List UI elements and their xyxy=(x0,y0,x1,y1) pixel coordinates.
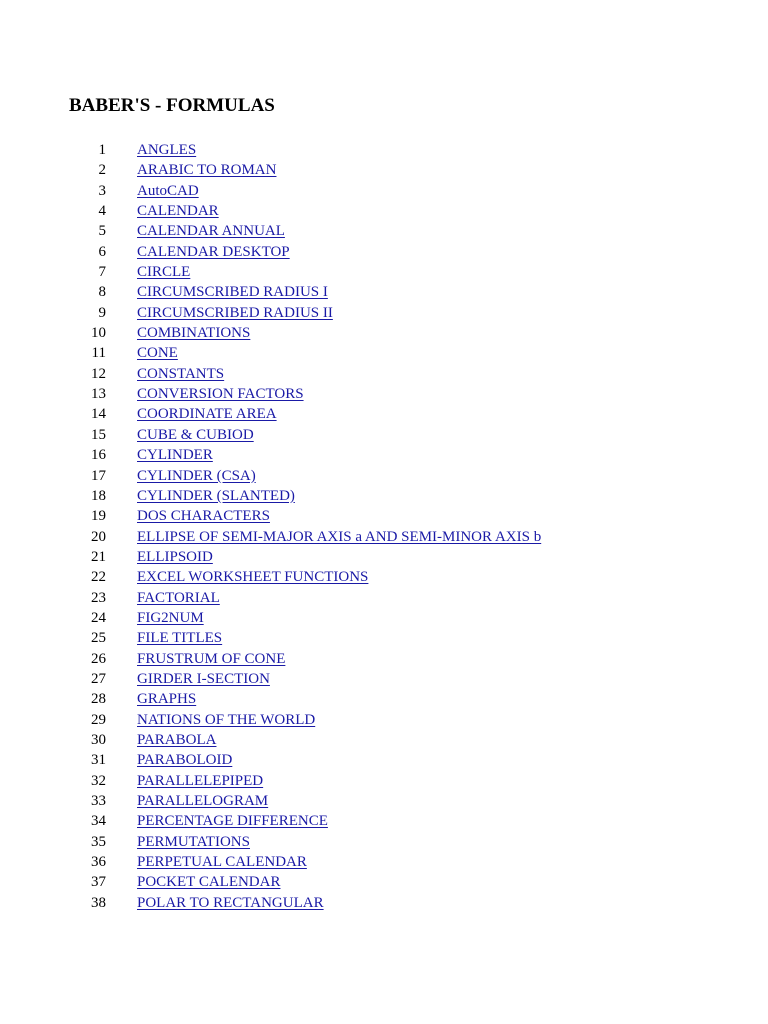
list-item xyxy=(69,852,541,872)
document-title: BABER'S - FORMULAS xyxy=(69,95,275,116)
toc-link[interactable]: ELLIPSE OF SEMI-MAJOR AXIS a AND SEMI-MINOR AXIS b xyxy=(137,528,542,545)
list-item-number: 38 xyxy=(91,894,106,911)
list-item-number: 17 xyxy=(91,467,106,484)
list-item xyxy=(69,242,541,262)
list-item-number: 37 xyxy=(91,874,106,891)
toc-link[interactable]: CALENDAR xyxy=(137,203,219,220)
list-item xyxy=(69,567,541,587)
list-item xyxy=(69,588,541,608)
list-item xyxy=(69,872,541,892)
list-item xyxy=(69,669,541,689)
list-item-number: 28 xyxy=(91,691,106,708)
toc-link[interactable]: DOS CHARACTERS xyxy=(137,508,270,525)
list-item xyxy=(69,201,541,221)
table-of-contents xyxy=(69,140,541,913)
list-item xyxy=(69,506,541,526)
list-item-number: 22 xyxy=(91,569,106,586)
toc-link[interactable]: POCKET CALENDAR xyxy=(137,874,281,891)
list-item xyxy=(69,689,541,709)
toc-link[interactable]: PARALLELOGRAM xyxy=(137,793,269,809)
toc-link[interactable]: ARABIC TO ROMAN xyxy=(137,162,277,179)
toc-link[interactable]: NATIONS OF THE WORLD xyxy=(137,711,316,728)
toc-link[interactable]: GIRDER I-SECTION xyxy=(137,670,270,687)
toc-link[interactable]: CIRCUMSCRIBED RADIUS I xyxy=(137,284,328,301)
list-item-number: 11 xyxy=(91,345,106,362)
toc-link[interactable]: ANGLES xyxy=(137,142,197,158)
toc-link[interactable]: CYLINDER xyxy=(137,447,213,464)
toc-link[interactable]: CONVERSION FACTORS xyxy=(137,386,304,403)
list-item-number: 9 xyxy=(98,304,106,321)
list-item-number: 20 xyxy=(91,528,106,545)
toc-link[interactable]: CUBE & CUBIOD xyxy=(137,426,254,443)
list-item xyxy=(69,282,541,302)
list-item-number: 8 xyxy=(98,284,106,301)
list-item xyxy=(69,323,541,343)
list-item xyxy=(69,771,541,791)
toc-link[interactable]: PARABOLA xyxy=(137,731,217,748)
toc-link[interactable]: PARALLELEPIPED xyxy=(137,772,264,789)
toc-link[interactable]: ELLIPSOID xyxy=(137,548,213,565)
toc-link[interactable]: CYLINDER (SLANTED) xyxy=(137,487,295,504)
toc-link[interactable]: CONE xyxy=(137,345,178,362)
list-item-number: 16 xyxy=(91,447,106,464)
list-item xyxy=(69,893,541,913)
toc-link[interactable]: POLAR TO RECTANGULAR xyxy=(137,894,324,911)
toc-link[interactable]: GRAPHS xyxy=(137,691,197,708)
toc-link[interactable]: FRUSTRUM OF CONE xyxy=(137,650,286,667)
list-item-number: 2 xyxy=(98,162,106,179)
list-item-number: 36 xyxy=(91,854,106,871)
list-item-number: 10 xyxy=(91,325,106,342)
list-item-number: 34 xyxy=(91,813,106,830)
list-item xyxy=(69,466,541,486)
list-item-number: 4 xyxy=(98,203,106,220)
list-item-number: 3 xyxy=(98,182,106,199)
toc-link[interactable]: FIG2NUM xyxy=(137,609,204,626)
list-item xyxy=(69,710,541,730)
list-item-number: 35 xyxy=(91,833,106,850)
toc-link[interactable]: CIRCUMSCRIBED RADIUS II xyxy=(137,304,333,321)
list-item xyxy=(69,384,541,404)
list-item xyxy=(69,832,541,852)
list-item xyxy=(69,608,541,628)
toc-link[interactable]: PARABOLOID xyxy=(137,752,233,769)
list-item-number: 27 xyxy=(91,670,106,687)
list-item xyxy=(69,160,541,180)
list-item xyxy=(69,445,541,465)
toc-link[interactable]: EXCEL WORKSHEET FUNCTIONS xyxy=(137,569,369,586)
list-item-number: 23 xyxy=(91,589,106,606)
toc-link[interactable]: PERPETUAL CALENDAR xyxy=(137,854,307,871)
toc-link[interactable]: CONSTANTS xyxy=(137,365,225,382)
list-item-number: 31 xyxy=(91,752,106,769)
toc-link[interactable]: PERMUTATIONS xyxy=(137,833,250,850)
list-item-number: 6 xyxy=(98,243,106,260)
list-item-number: 29 xyxy=(91,711,106,728)
list-item-number: 21 xyxy=(91,548,106,565)
list-item-number: 5 xyxy=(98,223,106,240)
list-item xyxy=(69,750,541,770)
list-item xyxy=(69,628,541,648)
list-item xyxy=(69,811,541,831)
list-item-number: 14 xyxy=(91,406,106,423)
list-item xyxy=(69,547,541,567)
list-item-number: 12 xyxy=(91,365,106,382)
toc-link[interactable]: CALENDAR ANNUAL xyxy=(137,223,285,240)
list-item xyxy=(69,181,541,201)
list-item xyxy=(69,364,541,384)
list-item xyxy=(69,404,541,424)
list-item xyxy=(69,730,541,750)
toc-link[interactable]: COORDINATE AREA xyxy=(137,406,277,423)
list-item-number: 32 xyxy=(91,772,106,789)
list-item-number: 24 xyxy=(91,609,106,626)
list-item xyxy=(69,221,541,241)
list-item-number: 18 xyxy=(91,487,106,504)
list-item xyxy=(69,649,541,669)
list-item-number: 13 xyxy=(91,386,106,403)
list-item-number: 30 xyxy=(91,731,106,748)
toc-link[interactable]: AutoCAD xyxy=(137,182,199,199)
list-item xyxy=(69,303,541,323)
toc-link[interactable]: CYLINDER (CSA) xyxy=(137,467,256,484)
toc-link[interactable]: FILE TITLES xyxy=(137,630,223,647)
list-item xyxy=(69,140,541,160)
toc-link[interactable]: FACTORIAL xyxy=(137,589,220,606)
list-item-number: 33 xyxy=(91,793,106,809)
list-item xyxy=(69,343,541,363)
toc-link[interactable]: CALENDAR DESKTOP xyxy=(137,243,290,260)
toc-link[interactable]: CIRCLE xyxy=(137,264,191,281)
list-item xyxy=(69,262,541,282)
list-item-number: 1 xyxy=(98,142,106,158)
list-item-number: 25 xyxy=(91,630,106,647)
list-item-number: 26 xyxy=(91,650,106,667)
list-item xyxy=(69,486,541,506)
toc-link[interactable]: COMBINATIONS xyxy=(137,325,251,342)
list-item xyxy=(69,527,541,547)
list-item xyxy=(69,425,541,445)
list-item xyxy=(69,791,541,811)
toc-link[interactable]: PERCENTAGE DIFFERENCE xyxy=(137,813,328,830)
list-item-number: 7 xyxy=(98,264,106,281)
list-item-number: 19 xyxy=(91,508,106,525)
list-item-number: 15 xyxy=(91,426,106,443)
